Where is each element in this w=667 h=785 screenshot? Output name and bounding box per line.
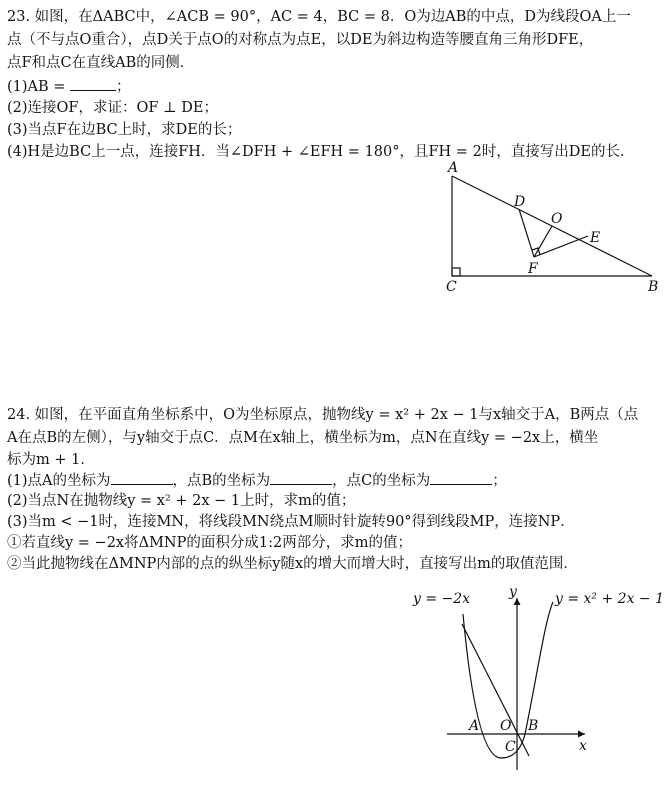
label-b: B (648, 279, 659, 295)
q24-part-2: (2)当点N在抛物线y = x² + 2x − 1上时，求m的值； (7, 493, 356, 509)
label-b: B (528, 718, 539, 734)
answer-blank-a (111, 470, 173, 485)
answer-blank-c (430, 470, 492, 485)
q23-part-4: (4)H是边BC上一点，连接FH．当∠DFH + ∠EFH = 180°，且FH = 2时，直接写出DE的长． (7, 144, 635, 160)
y-axis-label: y (509, 584, 517, 600)
q23-line-1: 23. 如图，在ΔABC中，∠ACB = 90°，AC = 4，BC = 8．O为边AB的中点，D为线段OA上一 (7, 9, 631, 25)
label-o: O (551, 211, 563, 227)
q24-part-3-2: ②当此抛物线在ΔMNP内部的点的纵坐标y随x的增大而增大时，直接写出m的取值范围． (7, 556, 578, 572)
answer-blank (70, 76, 116, 91)
q24-part-1-b: ，点B的坐标为 (172, 473, 271, 489)
label-d: D (514, 194, 526, 210)
q23-part-3: (3)当点F在边BC上时，求DE的长； (7, 122, 242, 138)
q24-line-2: A在点B的左侧），与y轴交于点C．点M在x轴上，横坐标为m，点N在直线y = −2x上，横坐 (7, 430, 599, 446)
label-a: A (469, 718, 480, 734)
segment-fe (534, 236, 588, 257)
q23-part-1 (7, 76, 131, 97)
x-axis-label: x (579, 738, 587, 754)
label-a: A (448, 160, 459, 176)
q23-part-2: (2)连接OF，求证：OF ⊥ DE； (7, 100, 218, 116)
q23-line-3: 点F和点C在直线AB的同侧． (7, 55, 195, 71)
right-angle-mark-c (452, 268, 460, 276)
line-equation-label: y = −2x (413, 591, 471, 607)
q23-triangle-figure (440, 160, 665, 295)
q24-line-3: 标为m + 1． (7, 452, 95, 468)
label-o: O (500, 718, 512, 734)
q24-line-1: 24. 如图，在平面直角坐标系中，O为坐标原点，抛物线y = x² + 2x − 1与x轴交于A，B两点（点 (7, 407, 639, 423)
q24-part-1-c: ，点C的坐标为 (332, 473, 431, 489)
q24-part-1-d: ； (492, 473, 507, 489)
label-e: E (590, 230, 601, 246)
q24-part-1 (7, 470, 507, 491)
q24-part-3: (3)当m < −1时，连接MN，将线段MN绕点M顺时针旋转90°得到线段MP，连接NP． (7, 514, 575, 530)
q24-part-3-1: ①若直线y = −2x将ΔMNP的面积分成1:2两部分，求m的值； (7, 535, 412, 551)
q24-part-1-a: (1)点A的坐标为 (7, 473, 111, 489)
q23-part-1-end: ； (116, 79, 131, 95)
q23-part-1-text: (1)AB = (7, 79, 66, 95)
q23-line-2: 点（不与点O重合），点D关于点O的对称点为点E，以DE为斜边构造等腰直角三角形DFE， (7, 32, 594, 48)
q24-parabola-figure (405, 580, 667, 780)
segment-of (534, 226, 552, 257)
label-f: F (528, 261, 538, 277)
label-c: C (505, 739, 516, 755)
answer-blank-b (270, 470, 332, 485)
parabola-equation-label: y = x² + 2x − 1 (555, 591, 665, 607)
label-c: C (446, 279, 457, 295)
